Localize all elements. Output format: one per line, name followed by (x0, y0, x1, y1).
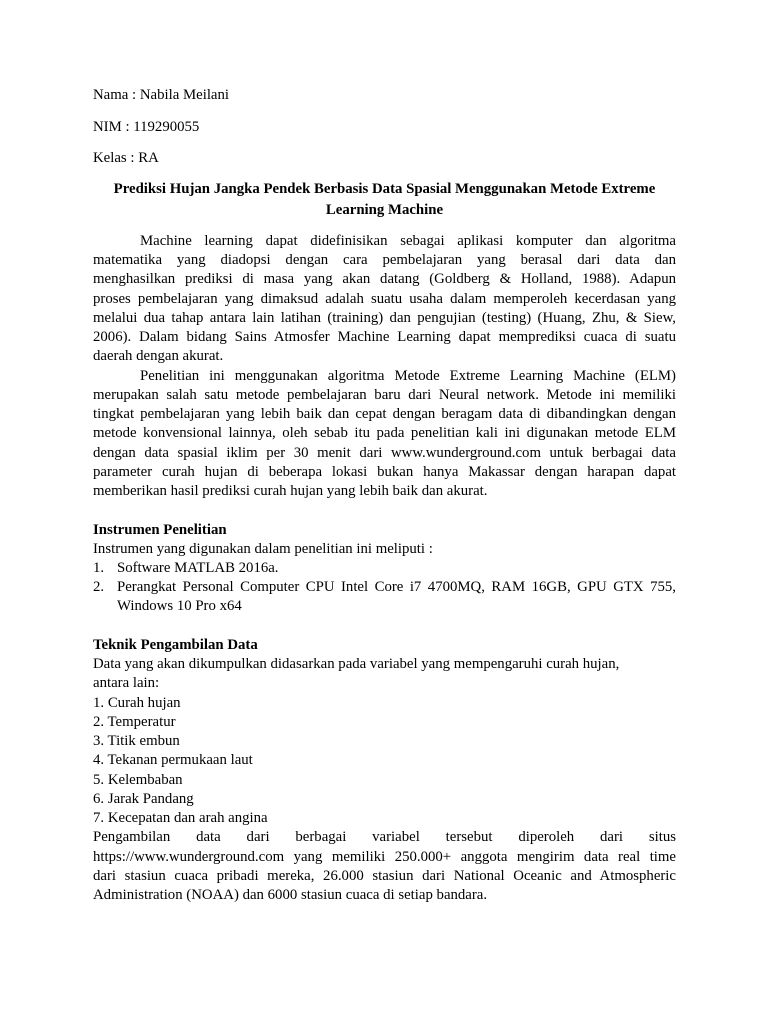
blank-line (93, 501, 676, 520)
section-lead-line: antara lain: (93, 675, 160, 692)
title-line: Learning Machine (325, 202, 444, 219)
paragraph-line: matematika yang diadopsi dengan cara pembelajaran yang berasal dari data dan (93, 252, 676, 269)
document-title (93, 179, 676, 221)
paragraph-line: parameter curah hujan di beberapa lokasi bukan hanya Makassar dengan harapan dapat (93, 463, 676, 480)
list-number: 1. (93, 694, 105, 711)
list-item (93, 732, 676, 751)
paragraph-line: Administration (NOAA) dan 6000 stasiun cuaca di setiap bandara. (93, 886, 488, 903)
list-item (93, 790, 676, 809)
paragraph-line: https://www.wunderground.com yang memiliki 250.000+ anggota mengirim data real time (93, 848, 676, 865)
section-heading: Instrumen Penelitian (93, 521, 227, 538)
list-number: 4. (93, 752, 105, 769)
variable-label: Tekanan permukaan laut (107, 752, 253, 769)
list-number: 3. (93, 733, 105, 750)
section-lead: Instrumen yang digunakan dalam penelitian ini meliputi : (93, 540, 433, 557)
list-item (93, 809, 676, 828)
section-lead-line: Data yang akan dikumpulkan didasarkan pada variabel yang mempengaruhi curah hujan, (93, 656, 620, 673)
list-number: 5. (93, 771, 105, 788)
variable-label: Curah hujan (107, 694, 181, 711)
paragraph-line: dari stasiun cuaca pribadi mereka, 26.000 stasiun dari National Oceanic and Atmospheric (93, 867, 676, 884)
list-item (93, 771, 676, 790)
section-instrumen (93, 521, 676, 617)
student-class: Kelas : RA (93, 150, 159, 167)
section-heading: Teknik Pengambilan Data (93, 636, 258, 653)
variable-label: Kecepatan dan arah angina (107, 810, 268, 827)
paragraph-line: Penelitian ini menggunakan algoritma Metode Extreme Learning Machine (ELM) (140, 367, 676, 384)
paragraph-line: tingkat pembelajaran yang lebih baik dan cepat dengan beragam data di dibandingkan dengan (93, 406, 676, 423)
list-number: 7. (93, 810, 105, 827)
title-line: Prediksi Hujan Jangka Pendek Berbasis Data Spasial Menggunakan Metode Extreme (113, 181, 656, 198)
list-item (93, 559, 676, 578)
section-teknik (93, 636, 676, 905)
list-number: 2. (93, 579, 105, 596)
paragraph-line: memberikan hasil prediksi curah hujan yang lebih baik dan akurat. (93, 483, 488, 500)
list-item (93, 694, 676, 713)
paragraph-line: Machine learning dapat didefinisikan sebagai aplikasi komputer dan algoritma (140, 233, 676, 249)
variable-label: Titik embun (107, 733, 180, 750)
paragraph-line: dengan data spasial iklim per 30 menit dari www.wunderground.com untuk berbagai data (93, 444, 676, 461)
variable-label: Kelembaban (107, 771, 183, 788)
variable-label: Jarak Pandang (107, 790, 194, 807)
paragraph-line: 2006). Dalam bidang Sains Atmosfer Machine Learning dapat memprediksi cuaca di suatu (93, 329, 676, 346)
list-item (93, 578, 676, 616)
list-text (117, 559, 676, 578)
list-item (93, 751, 676, 770)
student-nim: NIM : 119290055 (93, 118, 200, 135)
list-text (117, 578, 676, 616)
paragraph-line: melalui dua tahap antara lain latihan (training) dan pengujian (testing) (Huang, Zhu, & Siew, (93, 309, 676, 326)
list-line: Windows 10 Pro x64 (117, 598, 242, 615)
paragraph-line: daerah dengan akurat. (93, 348, 224, 365)
list-line: Perangkat Personal Computer CPU Intel Core i7 4700MQ, RAM 16GB, GPU GTX 755, (117, 579, 676, 596)
list-number: 2. (93, 713, 105, 730)
variable-label: Temperatur (107, 713, 176, 730)
paragraph-line: Pengambilan data dari berbagai variabel tersebut diperoleh dari situs (93, 829, 676, 846)
list-number: 1. (93, 559, 105, 576)
list-line: Software MATLAB 2016a. (117, 559, 279, 576)
list-number: 6. (93, 790, 105, 807)
intro-paragraph-2 (93, 367, 676, 502)
student-name: Nama : Nabila Meilani (93, 87, 230, 103)
list-item (93, 713, 676, 732)
paragraph-line: merupakan salah satu metode pembelajaran baru dari Neural network. Metode ini memiliki (93, 386, 676, 403)
paragraph-line: menghasilkan prediksi di masa yang akan datang (Goldberg & Holland, 1988). Adapun (93, 271, 676, 288)
paragraph-line: proses pembelajaran yang dimaksud adalah suatu usaha dalam memperoleh kecerdasan yang (93, 290, 676, 307)
intro-paragraph-1 (93, 232, 676, 367)
paragraph-line: metode konvensional lainnya, oleh sebab itu pada penelitian kali ini digunakan metode ELM (93, 425, 676, 442)
blank-line (93, 617, 676, 636)
